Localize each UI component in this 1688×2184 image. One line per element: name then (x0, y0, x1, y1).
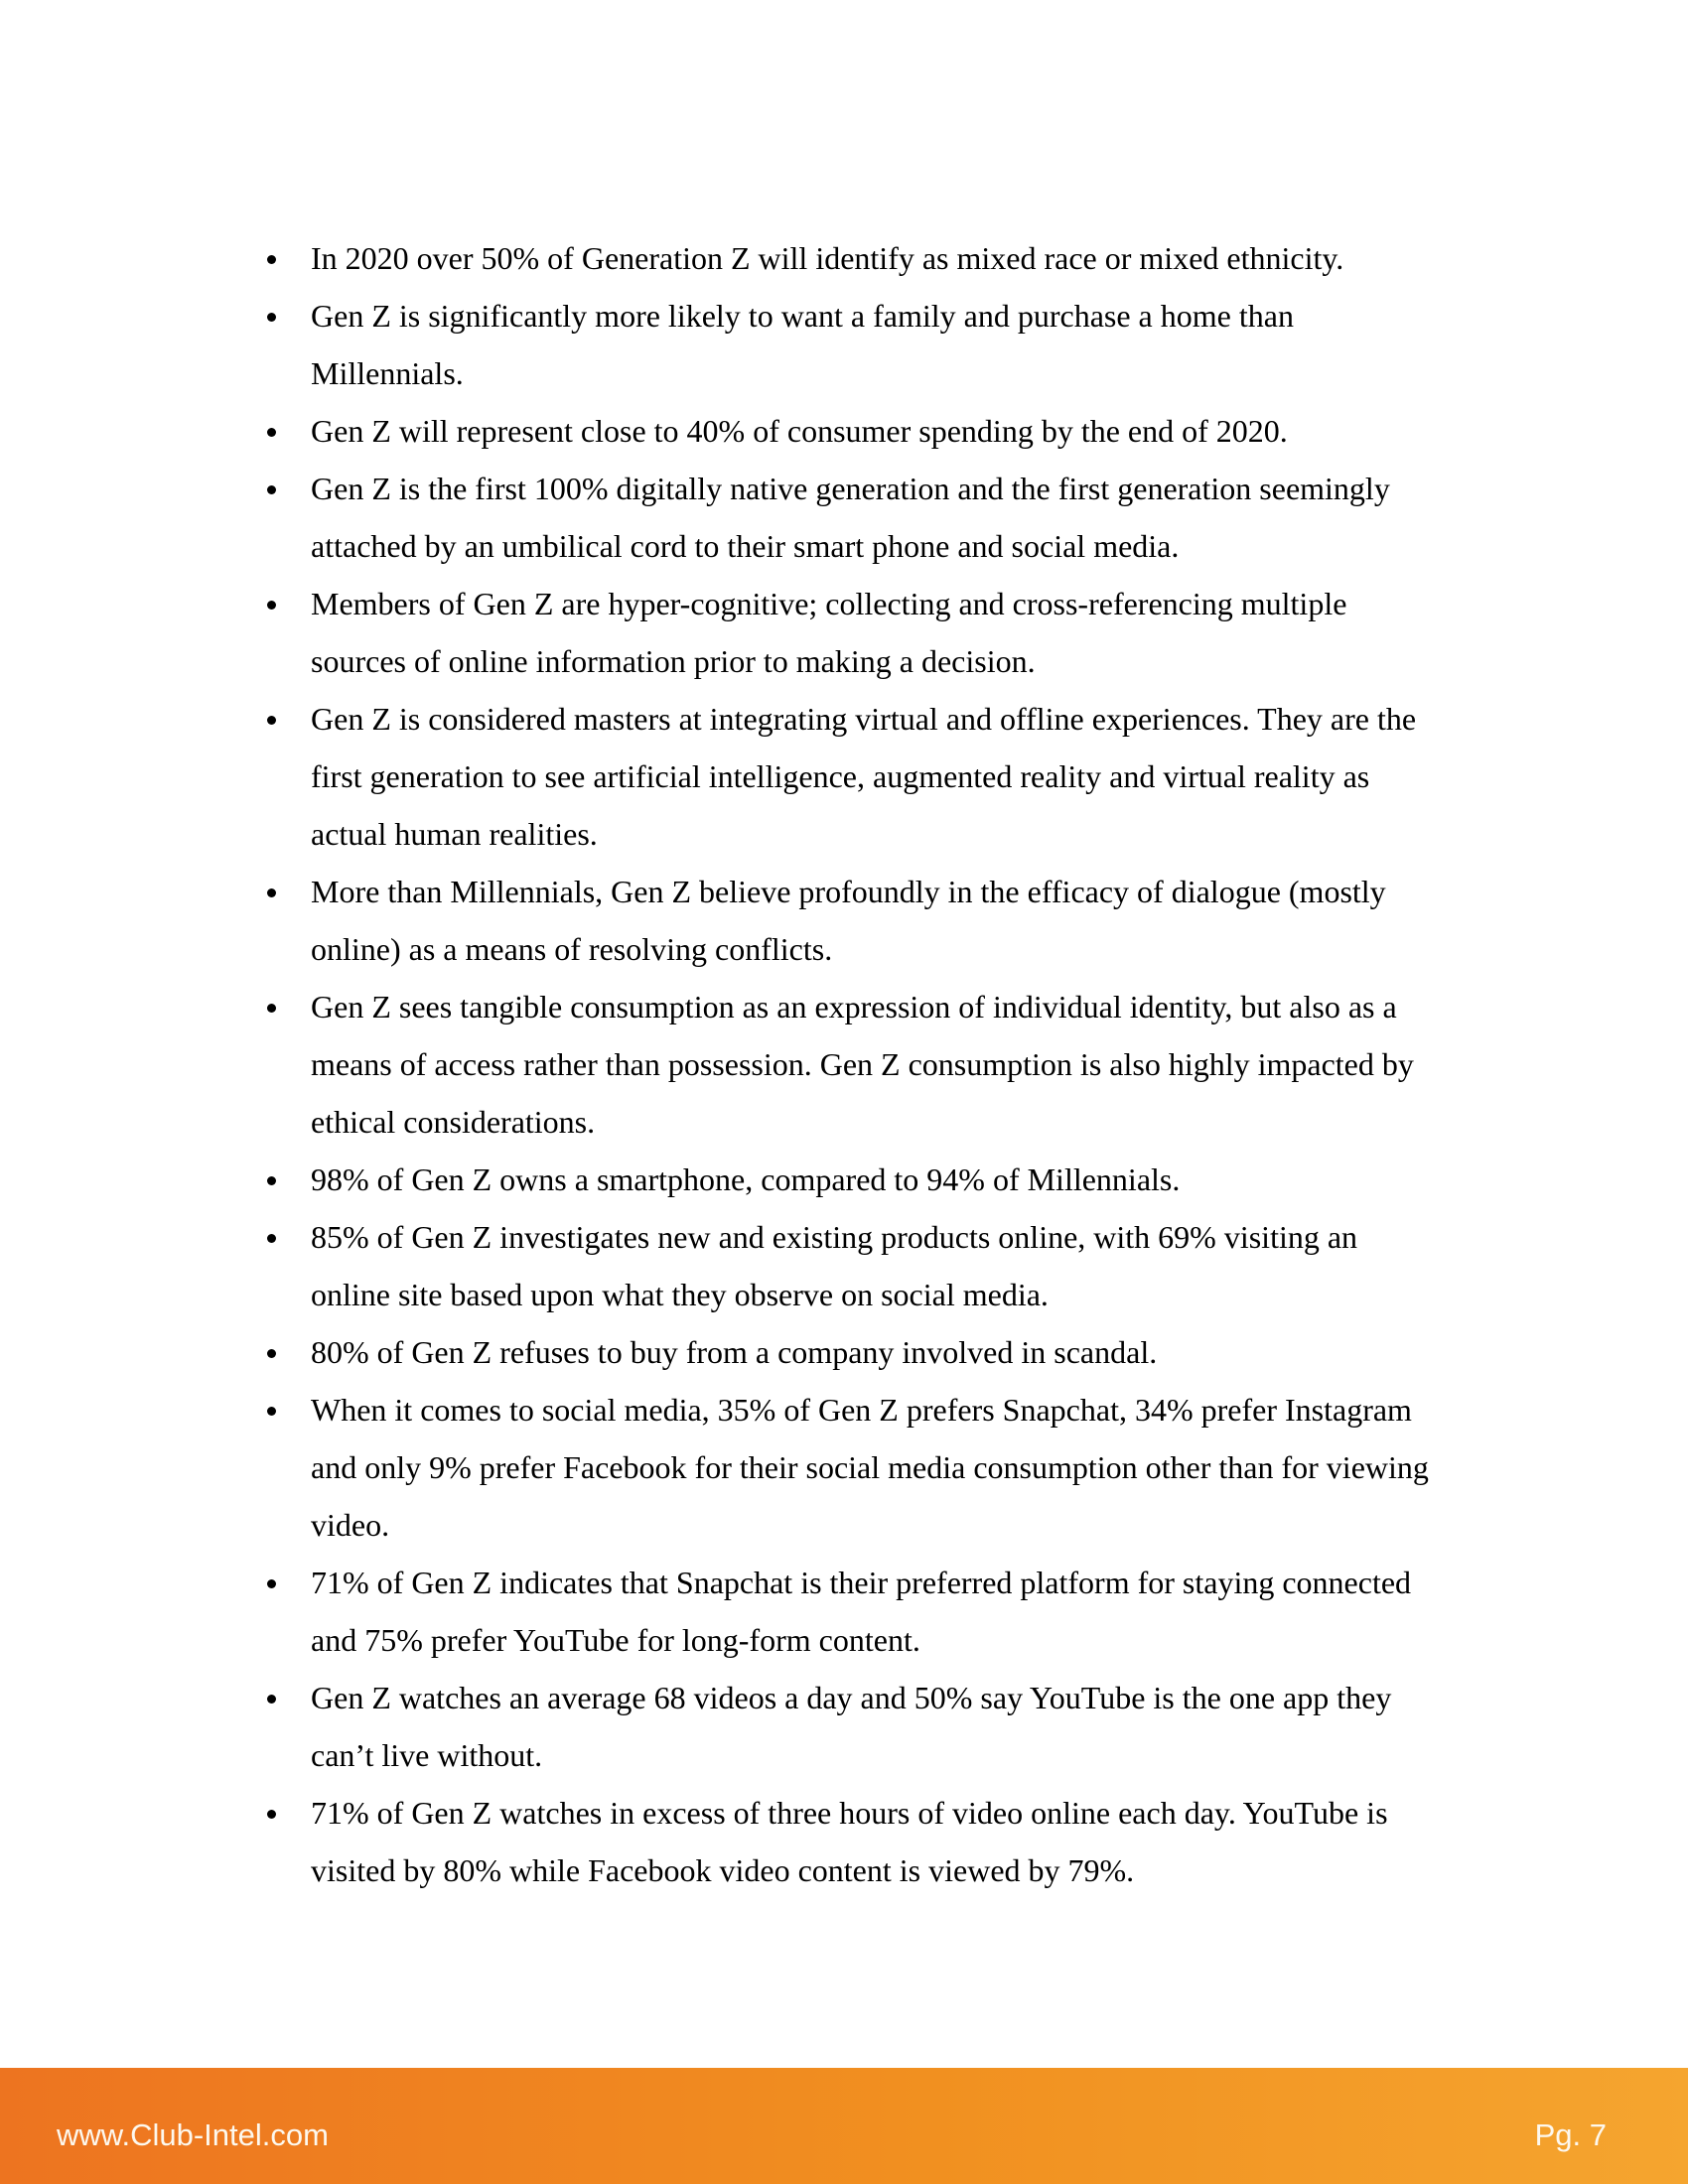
footer-page-number: Pg. 7 (1534, 2116, 1607, 2152)
bullet-icon (266, 575, 311, 610)
list-item (266, 863, 1448, 978)
list-item (266, 575, 1448, 690)
bullet-icon (266, 1669, 311, 1704)
list-item (266, 1784, 1448, 1899)
list-item (266, 1323, 1448, 1381)
bullet-text: Gen Z sees tangible consumption as an expression of individual identity, but also as a means of access rather than possession. Gen Z consumption is also highly impacted by ethical considerations. (311, 989, 1414, 1140)
list-item (266, 460, 1448, 575)
list-item (266, 287, 1448, 402)
bullet-text: Gen Z watches an average 68 videos a day and 50% say YouTube is the one app they can’t live without. (311, 1680, 1392, 1773)
bullet-text: In 2020 over 50% of Generation Z will identify as mixed race or mixed ethnicity. (311, 240, 1344, 276)
list-item (266, 1151, 1448, 1208)
bullet-text: 71% of Gen Z watches in excess of three hours of video online each day. YouTube is visited by 80% while Facebook video content is viewed by 79%. (311, 1795, 1388, 1888)
bullet-text: Members of Gen Z are hyper-cognitive; collecting and cross-referencing multiple sources of online information prior to making a decision. (311, 586, 1347, 679)
bullet-icon (266, 1151, 311, 1185)
bullet-text: Gen Z will represent close to 40% of consumer spending by the end of 2020. (311, 413, 1288, 449)
bullet-text: 71% of Gen Z indicates that Snapchat is their preferred platform for staying connected and 75% prefer YouTube for long-form content. (311, 1565, 1412, 1658)
bullet-text: 80% of Gen Z refuses to buy from a company involved in scandal. (311, 1334, 1158, 1370)
bullet-icon (266, 1208, 311, 1243)
list-item (266, 402, 1448, 460)
list-item (266, 978, 1448, 1151)
list-item (266, 1554, 1448, 1669)
bullet-text: 98% of Gen Z owns a smartphone, compared to 94% of Millennials. (311, 1161, 1181, 1197)
list-item (266, 1381, 1448, 1554)
footer-bar (0, 2068, 1688, 2184)
bullet-icon (266, 287, 311, 322)
bullet-text: Gen Z is significantly more likely to want a family and purchase a home than Millennials. (311, 298, 1294, 391)
bullet-icon (266, 1554, 311, 1588)
bullet-text: 85% of Gen Z investigates new and existing products online, with 69% visiting an online site based upon what they observe on social media. (311, 1219, 1358, 1312)
list-item (266, 1208, 1448, 1323)
bullet-icon (266, 1784, 311, 1819)
bullet-icon (266, 229, 311, 264)
list-item (266, 690, 1448, 863)
footer-website: www.Club-Intel.com (57, 2116, 329, 2152)
bullet-icon (266, 978, 311, 1013)
bullet-icon (266, 1381, 311, 1416)
bullet-icon (266, 460, 311, 494)
bullet-icon (266, 402, 311, 437)
bullet-icon (266, 1323, 311, 1358)
bullet-text: Gen Z is the first 100% digitally native generation and the first generation seemingly attached by an umbilical cord to their smart phone and social media. (311, 471, 1390, 564)
bullet-icon (266, 863, 311, 897)
bullet-list (266, 229, 1448, 1899)
bullet-text: More than Millennials, Gen Z believe profoundly in the efficacy of dialogue (mostly online) as a means of resolving conflicts. (311, 874, 1386, 967)
bullet-icon (266, 690, 311, 725)
bullet-text: When it comes to social media, 35% of Gen Z prefers Snapchat, 34% prefer Instagram and only 9% prefer Facebook for their social media consumption other than for viewing video. (311, 1392, 1429, 1543)
bullet-text: Gen Z is considered masters at integrating virtual and offline experiences. They are the first generation to see artificial intelligence, augmented reality and virtual reality as actual human realities. (311, 701, 1417, 852)
list-item (266, 229, 1448, 287)
list-item (266, 1669, 1448, 1784)
